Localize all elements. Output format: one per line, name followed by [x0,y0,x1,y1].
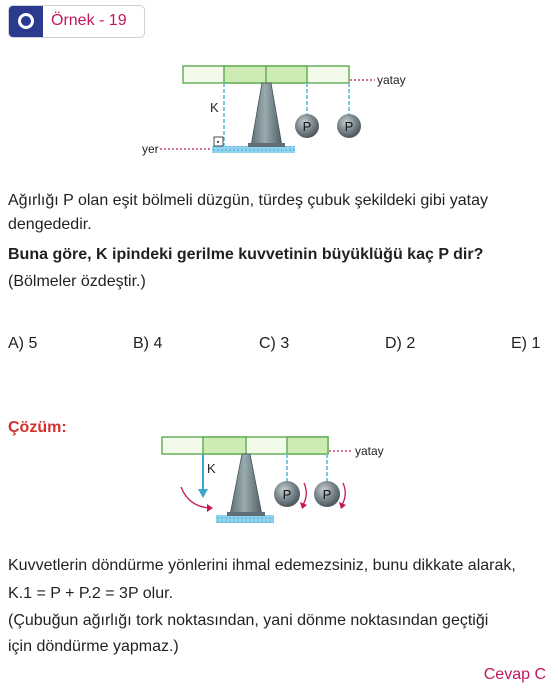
question-bold: Buna göre, K ipindeki gerilme kuvvetinin büyüklüğü kaç P dir? [8,246,484,263]
answer-label: Cevap C [483,666,546,683]
cone-base [248,143,285,147]
option-c[interactable]: C) 3 [259,335,290,352]
yatay-label-1: yatay [377,73,406,87]
cone-support [251,83,282,146]
question-line-2: dengededir. [8,216,92,233]
solution-line-3: (Çubuğun ağırlığı tork noktasından, yani dönme noktasından geçtiği [8,612,489,629]
solution-line-4: için döndürme yapmaz.) [8,638,179,655]
k-label-1: K [210,100,219,115]
solution-line-2: K.1 = P + P.2 = 3P olur. [8,585,174,602]
question-line-1: Ağırlığı P olan eşit bölmeli düzgün, türdeş çubuk şekildeki gibi yatay [8,192,488,209]
bar-1 [183,66,349,83]
question-note: (Bölmeler özdeştir.) [8,273,146,290]
option-e[interactable]: E) 1 [511,335,541,352]
option-a[interactable]: A) 5 [8,335,38,352]
rotation-arrow-p2 [342,483,345,505]
solution-title: Çözüm: [8,419,67,436]
option-d[interactable]: D) 2 [385,335,416,352]
yer-label: yer [142,142,159,156]
cone-support-2 [230,454,262,515]
p-label-1: P [302,119,312,134]
p-label-3: P [282,487,292,502]
yatay-label-2: yatay [355,444,384,458]
ground-1 [212,146,295,153]
k-label-2: K [207,461,216,476]
p-label-2: P [344,119,354,134]
p-label-4: P [322,487,332,502]
ground-2 [216,515,274,523]
example-label: Örnek - 19 [51,12,127,29]
solution-line-1: Kuvvetlerin döndürme yönlerini ihmal edemezsiniz, bunu dikkate alarak, [8,557,516,574]
bar-2 [162,437,328,454]
rotation-arrow-p1 [303,483,306,505]
option-b[interactable]: B) 4 [133,335,163,352]
